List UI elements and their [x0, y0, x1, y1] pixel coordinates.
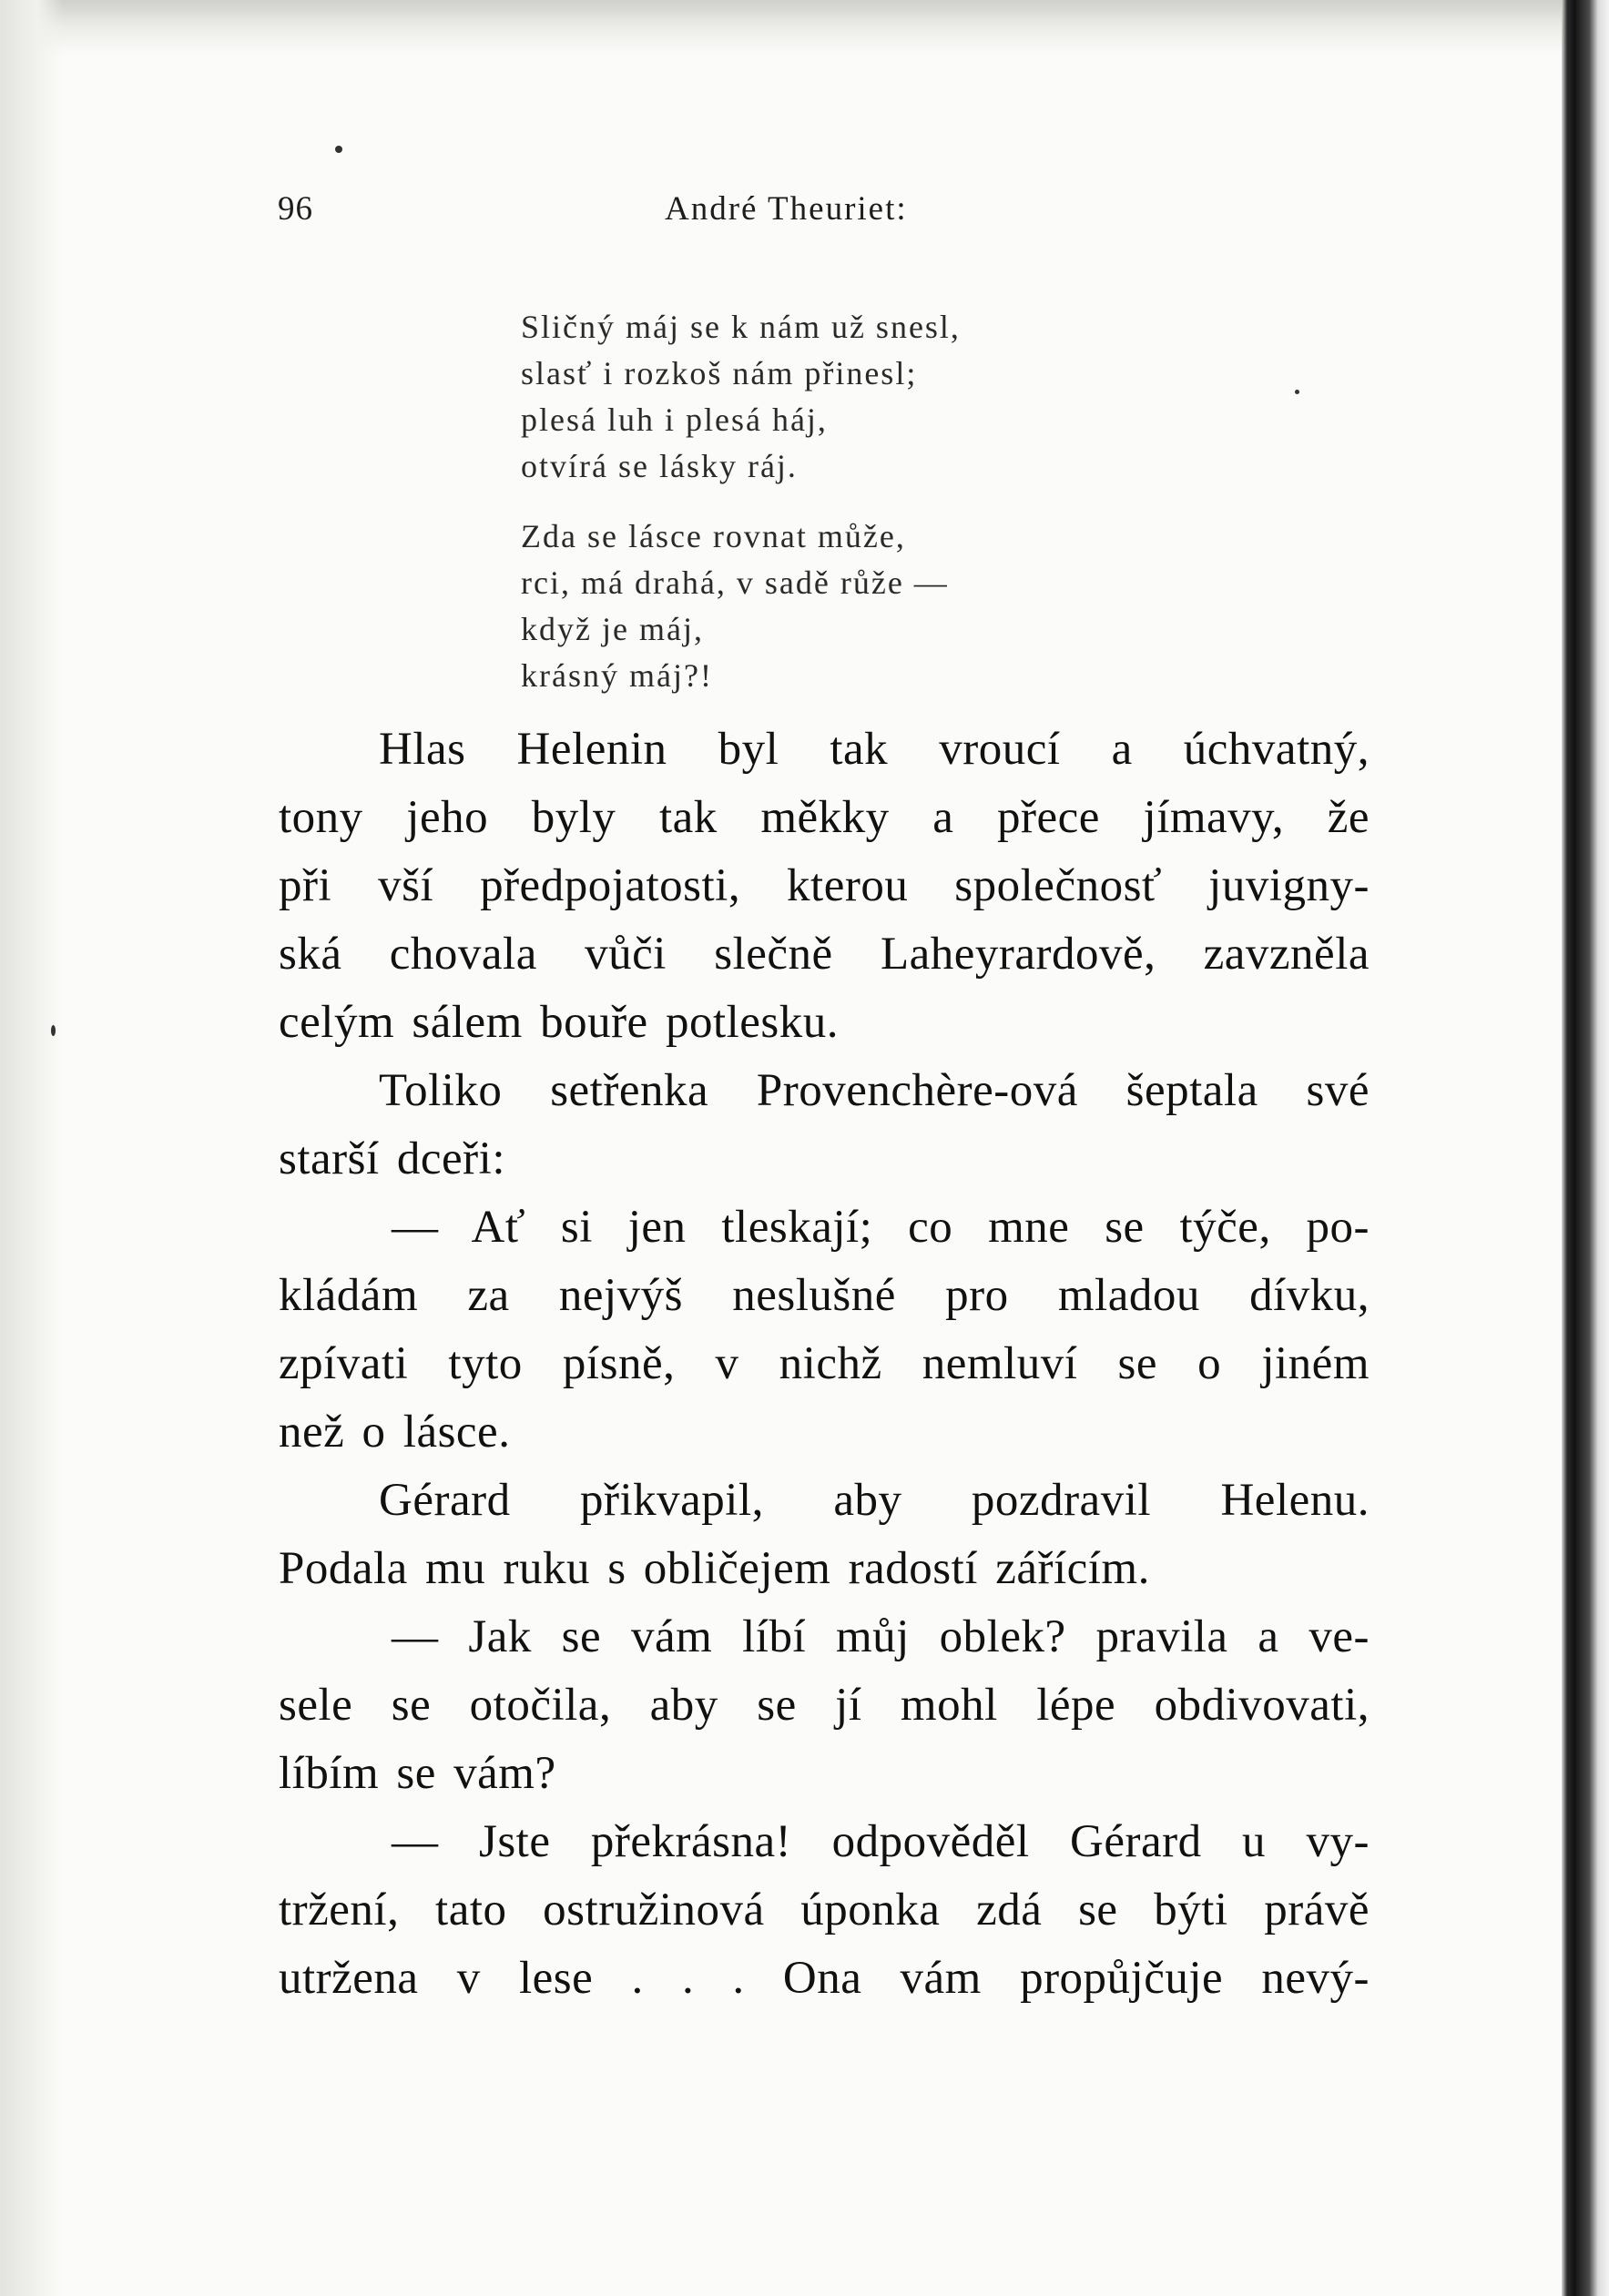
ink-speck — [51, 1025, 56, 1036]
running-head-author: André Theuriet: — [665, 190, 908, 228]
verse-line: plesá luh i plesá háj, — [521, 401, 828, 438]
page-left-shadow — [0, 0, 64, 2296]
text-line: starší dceři: — [279, 1133, 505, 1184]
text-line: — Jak se vám líbí můj oblek? pravila a ve- — [392, 1611, 1370, 1662]
paragraph-5 — [279, 1603, 1370, 1808]
page-number: 96 — [278, 190, 313, 228]
paragraph-1 — [279, 716, 1370, 1057]
verse-line: rci, má drahá, v sadě růže — — [521, 564, 949, 601]
paragraph-6 — [279, 1808, 1370, 2013]
page-top-shadow — [0, 0, 1562, 55]
text-line: líbím se vám? — [279, 1748, 556, 1799]
text-line: — Ať si jen tleskají; co mne se týče, po- — [392, 1202, 1370, 1253]
text-line: ská chovala vůči slečně Laheyrardově, zavzněla — [279, 929, 1370, 980]
text-line: kládám za nejvýš neslušné pro mladou dívku, — [279, 1270, 1370, 1321]
ink-speck — [1295, 390, 1299, 394]
text-line: zpívati tyto písně, v nichž nemluví se o jiném — [279, 1338, 1370, 1389]
stanza-1 — [521, 304, 1158, 490]
text-line: Podala mu ruku s obličejem radostí zářícím. — [279, 1543, 1150, 1594]
text-line: utržena v lese . . . Ona vám propůjčuje nevý- — [279, 1953, 1370, 2004]
paragraph-2 — [279, 1057, 1370, 1194]
stanza-2 — [521, 513, 1158, 699]
paragraph-4 — [279, 1467, 1370, 1603]
text-line: tržení, tato ostružinová úponka zdá se býti právě — [279, 1885, 1370, 1935]
text-line: než o lásce. — [279, 1407, 511, 1458]
verse-line: slasť i rozkoš nám přinesl; — [521, 355, 918, 391]
song-verse — [521, 304, 1158, 723]
verse-line: když je máj, — [521, 611, 704, 647]
text-line: při vší předpojatosti, kterou společnosť juvigny- — [279, 860, 1370, 911]
text-line: sele se otočila, aby se jí mohl lépe obdivovati, — [279, 1680, 1370, 1731]
text-line: Gérard přikvapil, aby pozdravil Helenu. — [379, 1475, 1370, 1526]
verse-line: Sličný máj se k nám už snesl, — [521, 309, 961, 345]
text-line: Hlas Helenin byl tak vroucí a úchvatný, — [379, 724, 1370, 775]
verse-line: otvírá se lásky ráj. — [521, 448, 798, 484]
book-spine-edge — [1562, 0, 1609, 2296]
verse-line: Zda se lásce rovnat může, — [521, 518, 906, 554]
text-line: Toliko setřenka Provenchère-ová šeptala své — [379, 1065, 1370, 1116]
verse-line: krásný máj?! — [521, 657, 713, 694]
text-line: tony jeho byly tak měkky a přece jímavy, že — [279, 792, 1370, 843]
text-line: celým sálem bouře potlesku. — [279, 997, 840, 1048]
paragraph-3 — [279, 1194, 1370, 1467]
ink-speck — [335, 146, 342, 153]
text-line: — Jste překrásna! odpověděl Gérard u vy- — [392, 1816, 1370, 1867]
body-text — [279, 716, 1370, 2013]
